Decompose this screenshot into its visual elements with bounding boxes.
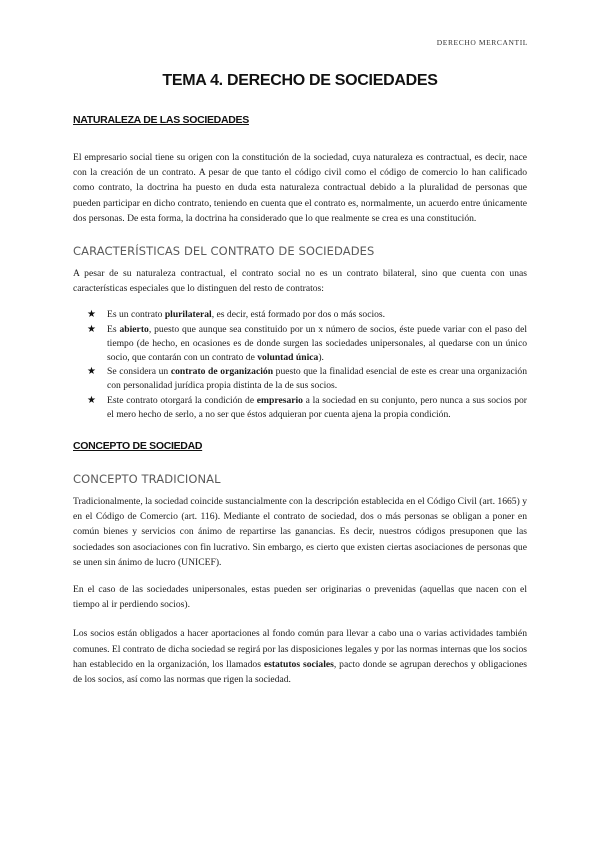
- bullet-bold-term: plurilateral: [164, 309, 212, 321]
- bullet-bold-term: voluntad única: [257, 352, 319, 364]
- bullet-text: ).: [318, 352, 324, 364]
- paragraph-concepto-2: En el caso de las sociedades unipersonales, estas pueden ser originarias o prevenidas (aquellas que nacen con el tiempo al ir perdiendo socios).: [73, 584, 527, 611]
- paragraph-caracteristicas-intro: A pesar de su naturaleza contractual, el contrato social no es un contrato bilateral, sino que cuenta con unas características especiales que lo distinguen del resto de contratos:: [73, 268, 527, 295]
- bullet-text: a la sociedad en su conjunto, pero nunca a sus socios por el mero hecho de serlo, a no ser que éstos adquieran por cuenta ajena la propia condición.: [107, 394, 527, 420]
- star-bullet-icon: ★: [87, 309, 96, 321]
- section-heading-concepto: CONCEPTO DE SOCIEDAD: [73, 440, 203, 453]
- document-title: TEMA 4. DERECHO DE SOCIEDADES: [162, 72, 438, 89]
- paragraph-concepto-1: Tradicionalmente, la sociedad coincide sustancialmente con la descripción establecida en el Código Civil (art. 1665) y en el Código de Comercio (art. 116). Mediante el contrato de sociedad, dos o más personas se obligan a poner en común bienes y servicios con ánimo de repartirse las ganancias. Es decir, nuestros códigos presuponen que las sociedades son asociaciones con fin lucrativo. Sin embargo, es cierto que existen ciertas asociaciones de personas que se unen sin ánimo de lucro (UNICEF).: [73, 496, 527, 568]
- characteristics-list: [73, 308, 527, 422]
- bullet-bold-term: abierto: [119, 323, 149, 335]
- bullet-bold-term: empresario: [256, 394, 303, 406]
- paragraph-concepto-3: [73, 626, 527, 687]
- bullet-text: , es decir, está formado por dos o más socios.: [211, 309, 386, 321]
- bullet-text: puesto que la finalidad esencial de este es crear una organización con personalidad jurídica propia distinta de la de sus socios.: [107, 366, 527, 392]
- bullet-text: Se considera un: [107, 366, 171, 378]
- star-bullet-icon: ★: [87, 323, 96, 335]
- paragraph-text: Los socios están obligados a hacer aportaciones al fondo común para llevar a cabo una o varias actividades también comunes. El contrato de dicha sociedad se regirá por las disposiciones legales y por las normas internas que los socios han establecido en la organización, los llamados: [73, 628, 527, 670]
- list-item: [73, 308, 527, 322]
- bold-term-estatutos: estatutos sociales: [263, 658, 334, 670]
- section-heading-naturaleza: NATURALEZA DE LAS SOCIEDADES: [73, 114, 249, 126]
- subheading-caracteristicas: CARACTERÍSTICAS DEL CONTRATO DE SOCIEDADES: [73, 244, 375, 259]
- bullet-text: Este contrato otorgará la condición de: [107, 394, 257, 406]
- star-bullet-icon: ★: [87, 394, 96, 406]
- document-content: [73, 114, 527, 687]
- paragraph-naturaleza: El empresario social tiene su origen con la constitución de la sociedad, cuya naturaleza es contractual, es decir, nace con la creación de un contrato. A pesar de que tanto el código civil como el código de comercio lo han calificado como contrato, la doctrina ha puesto en duda esta naturaleza contractual debido a la pluralidad de personas que pueden participar en dicho contrato, teniendo en cuenta que el contrato es, normalmente, un acuerdo entre únicamente dos personas. De esta forma, la doctrina ha considerado que lo que realmente se crea es una constitución.: [73, 152, 527, 224]
- bullet-bold-term: contrato de organización: [170, 366, 274, 378]
- list-item: [73, 323, 527, 366]
- running-header: DERECHO MERCANTIL: [436, 38, 528, 47]
- bullet-text: , puesto que aunque sea constituido por un x número de socios, éste puede variar con el paso del tiempo (de hecho, en ocasiones es de donde surgen las sociedades unipersonales, al quedarse con un único socio, que contarán con un contrato de: [107, 323, 527, 364]
- list-item: [73, 394, 527, 422]
- bullet-text: Es un contrato: [107, 309, 165, 321]
- list-item: [73, 365, 527, 393]
- star-bullet-icon: ★: [87, 366, 96, 378]
- bullet-text: Es: [107, 323, 120, 335]
- paragraph-text: , pacto donde se agrupan derechos y obligaciones de los socios, así como las normas que rigen la sociedad.: [73, 658, 528, 686]
- subheading-concepto-tradicional: CONCEPTO TRADICIONAL: [73, 472, 221, 487]
